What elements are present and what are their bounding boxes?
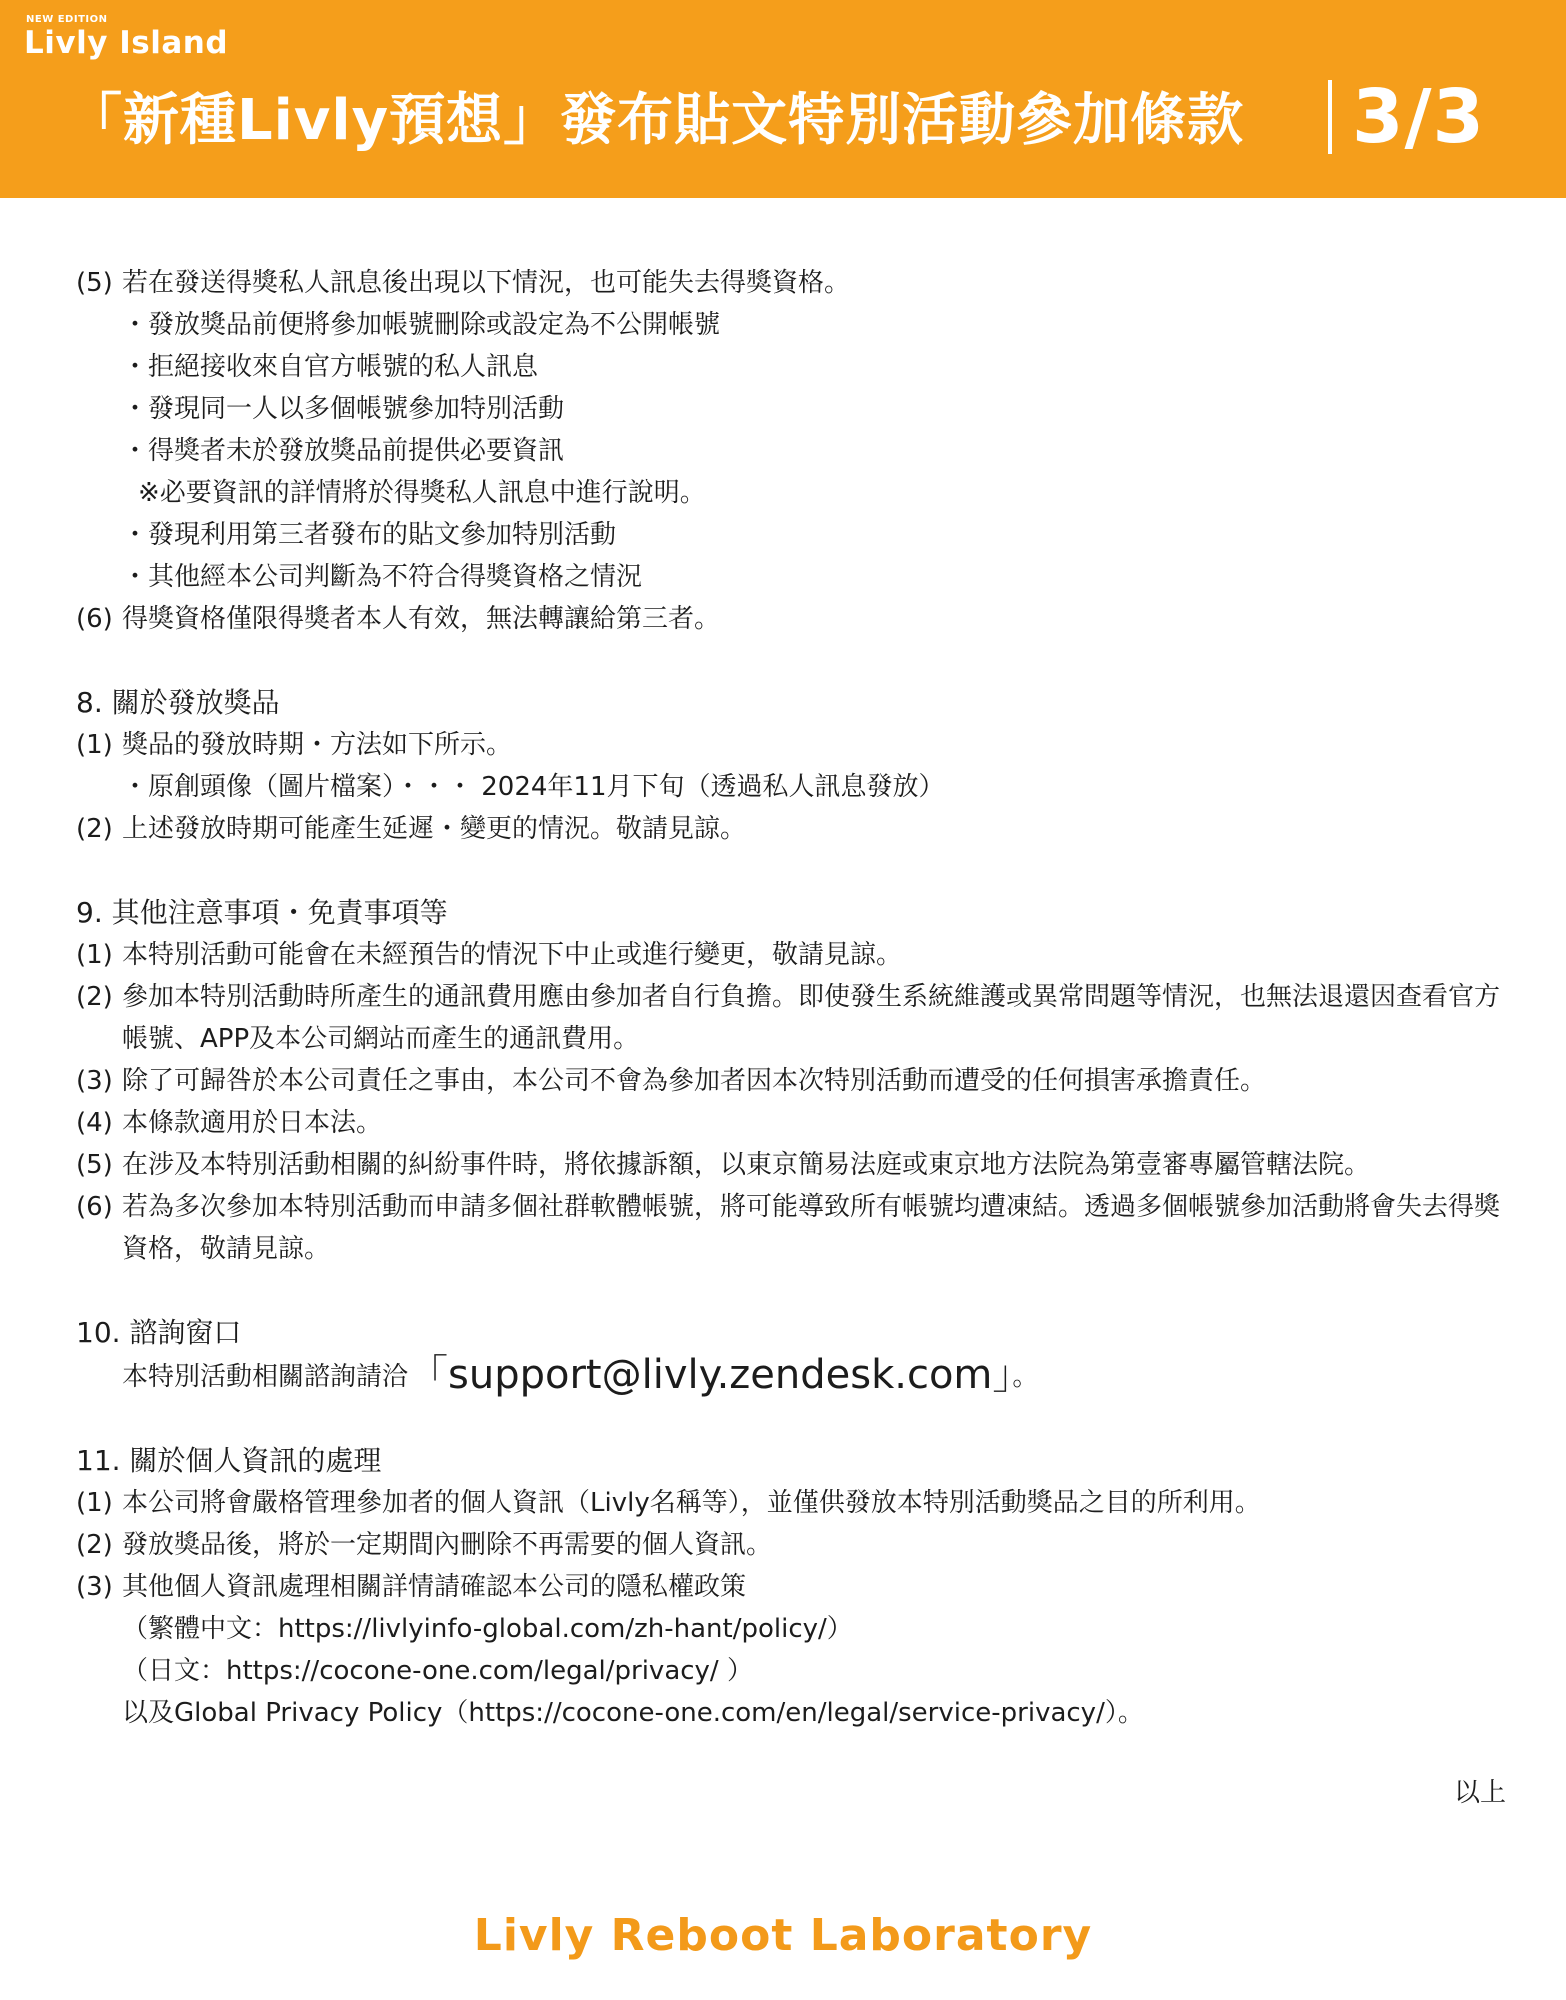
list-item: (3) 其他個人資訊處理相關詳情請確認本公司的隱私權政策 [76, 1572, 747, 1602]
contact-line [76, 1354, 1516, 1398]
section-heading: 10. 諮詢窗口 [76, 1316, 242, 1349]
section-heading: 11. 關於個人資訊的處理 [76, 1444, 382, 1477]
section-heading: 9. 其他注意事項・免責事項等 [76, 896, 448, 929]
section-heading: 8. 關於發放獎品 [76, 686, 280, 719]
list-item: (6) 得獎資格僅限得獎者本人有效，無法轉讓給第三者。 [76, 604, 721, 634]
list-item: (2) 上述發放時期可能產生延遲・變更的情況。敬請見諒。 [76, 814, 747, 844]
title-divider [1328, 80, 1332, 154]
terms-content [76, 262, 1516, 1734]
policy-link-zh[interactable]: （繁體中文：https://livlyinfo-global.com/zh-hant/policy/） [122, 1614, 853, 1644]
closing-text: 以上 [1453, 1778, 1506, 1808]
page-title: 「新種Livly預想」發布貼文特別活動參加條款 [66, 88, 1245, 153]
bullet-item: ・得獎者未於發放獎品前提供必要資訊 [122, 436, 565, 466]
logo-name: Livly Island [24, 25, 229, 61]
list-item: (5) 若在發送得獎私人訊息後出現以下情況，也可能失去得獎資格。 [76, 268, 851, 298]
logo-edition-label: NEW EDITION [26, 14, 108, 25]
list-item: (3) 除了可歸咎於本公司責任之事由，本公司不會為參加者因本次特別活動而遭受的任何損害承擔責任。 [76, 1066, 1267, 1096]
list-item: (4) 本條款適用於日本法。 [76, 1108, 383, 1138]
bullet-item: ・發現利用第三者發布的貼文參加特別活動 [122, 520, 617, 550]
support-email-link[interactable]: 「support@livly.zendesk.com」 [408, 1352, 1013, 1398]
bullet-item: ・發放獎品前便將參加帳號刪除或設定為不公開帳號 [122, 310, 721, 340]
list-item: (2) 發放獎品後，將於一定期間內刪除不再需要的個人資訊。 [76, 1530, 773, 1560]
bullet-item: ・發現同一人以多個帳號參加特別活動 [122, 394, 565, 424]
header-banner [0, 0, 1566, 198]
list-item: (1) 本公司將會嚴格管理參加者的個人資訊（Livly名稱等），並僅供發放本特別活動獎品之目的所利用。 [76, 1488, 1261, 1518]
list-item: (6) 若為多次參加本特別活動而申請多個社群軟體帳號，將可能導致所有帳號均遭凍結。透過多個帳號參加活動將會失去得獎資格，敬請見諒。 [76, 1192, 1501, 1264]
policy-link-global[interactable]: 以及Global Privacy Policy（https://cocone-one.com/en/legal/service-privacy/）。 [122, 1698, 1144, 1728]
livly-reboot-laboratory-logo: Livly Reboot Laboratory [473, 1910, 1093, 1961]
policy-link-ja[interactable]: （日文：https://cocone-one.com/legal/privacy/ ） [122, 1656, 753, 1686]
page-number: 3/3 [1352, 74, 1486, 160]
list-item: (2) 參加本特別活動時所產生的通訊費用應由參加者自行負擔。即使發生系統維護或異常問題等情況，也無法退還因查看官方帳號、APP及本公司網站而產生的通訊費用。 [76, 982, 1501, 1054]
bullet-item: ・原創頭像（圖片檔案）・・・ 2024年11月下旬（透過私人訊息發放） [122, 772, 945, 802]
contact-suffix: 。 [1012, 1362, 1039, 1392]
list-item: (5) 在涉及本特別活動相關的糾紛事件時，將依據訴額，以東京簡易法庭或東京地方法院為第壹審專屬管轄法院。 [76, 1150, 1371, 1180]
bullet-item: ・拒絕接收來自官方帳號的私人訊息 [122, 352, 539, 382]
livly-island-logo [24, 14, 228, 60]
list-item: (1) 本特別活動可能會在未經預告的情況下中止或進行變更，敬請見諒。 [76, 940, 903, 970]
note-item: ※必要資訊的詳情將於得獎私人訊息中進行說明。 [138, 478, 706, 508]
contact-prefix: 本特別活動相關諮詢請洽 [122, 1362, 409, 1392]
list-item: (1) 獎品的發放時期・方法如下所示。 [76, 730, 513, 760]
bullet-item: ・其他經本公司判斷為不符合得獎資格之情況 [122, 562, 643, 592]
